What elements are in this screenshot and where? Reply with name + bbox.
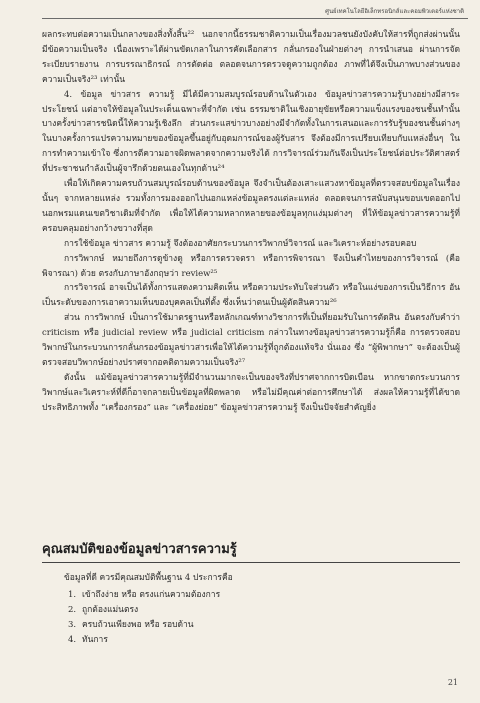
list-item-label: ทันการ (82, 634, 108, 645)
paragraph-item-4: 4. ข้อมูล ข่าวสาร ความรู้ มีได้มีความสมบูรณ์รอบด้านในตัวเอง ข้อมูลข่าวสารความรู้บางอย่างมีสาระประโยชน์ แต่อาจให้ข้อมูลในประเด็นเฉพาะที่จำกัด เช่น ธรรมชาติในเชิงอายุขัยหรือความแข็งแรงของชนชั้นทำนั้น บางครั้งข่าวสารชนิดนี้ให้ความรู้เชิงลึก ส่วนกระแสข่าวบางอย่างมีจำกัดทั้งในการเสนอและการรับรู้ของชนชั้นต่างๆ ในบางครั้งการแปรความหมายของข้อมูลขึ้นอยู่กับอุดมการณ์ของผู้รับสาร จึงต้องมีการเปรียบเทียบกับแหล่งอื่นๆ ในการทำความเข้าใจ ซึ่งการตีความอาจผิดพลาดจากความจริงได้ การวิจารณ์ร่วมกันจึงเป็นประโยชน์ต่อประวัติศาสตร์ที่ประชาชนกำลังเป็นผู้จารึกด้วยตนเองในทุกด้าน²⁴ (42, 89, 460, 175)
paragraph-criticism-definition: การวิจารณ์ อาจเป็นได้ทั้งการแสดงความคิดเห็น หรือความประทับใจส่วนตัว หรือในแง่ของการเป็นวิธีการ อันเป็นระดับของการเอาความเห็นของบุคคลเป็นที่ตั้ง ซึ่งเห็นว่าตนเป็นผู้ตัดสินความ²⁶ (42, 283, 460, 309)
body-text (42, 28, 460, 416)
list-item-number: 3. (68, 619, 77, 630)
paragraph-critique-definition: การวิพากษ์ หมายถึงการดูข้างดู หรือการตรวจตรา หรือการพิจารณา จึงเป็นคำไทยของการวิจารณ์ (คือพิจารณา) ด้วย ตรงกับภาษาอังกฤษว่า review²⁵ (42, 253, 460, 279)
list-item-number: 4. (68, 634, 77, 645)
paragraph-use-of-information: การใช้ข้อมูล ข่าวสาร ความรู้ จึงต้องอาศัยกระบวนการวิพากษ์วิจารณ์ และวิเคราะห์อย่างรอบคอบ (64, 238, 417, 249)
paragraph-judicial-criticism: ส่วน การวิพากษ์ เป็นการใช้มาตรฐานหรือหลักเกณฑ์ทางวิชาการที่เป็นที่ยอมรับในการตัดสิน อันตรงกับคำว่า criticism หรือ judicial review หรือ judicial criticism กล่าวในทางข้อมูลข่าวสารความรู้ก็คือ การตรวจสอบวิพากษ์ในกระบวนการกลั่นกรองข้อมูลข่าวสารเพื่อให้ได้ความรู้ที่ถูกต้องแท้จริง นั่นเอง ซึ่ง “ผู้พิพากษา” จะต้องเป็นผู้ตรวจสอบวิพากษ์อย่างปราศจากอคติตามความเป็นจริง²⁷ (42, 313, 460, 368)
qualities-list (42, 588, 460, 648)
page-number: 21 (447, 678, 458, 687)
list-item (68, 633, 460, 648)
running-header (42, 8, 468, 19)
running-header-title: ศูนย์เทคโนโลยีอิเล็กทรอนิกส์และคอมพิวเตอร์แห่งชาติ (325, 8, 464, 15)
qualities-section (42, 538, 460, 648)
list-item (68, 588, 460, 603)
list-item (68, 603, 460, 618)
list-item-label: เข้าถึงง่าย หรือ ตรงแก่นความต้องการ (82, 589, 221, 600)
paragraph-1: ผลกระทบต่อความเป็นกลางของสิ่งทั้งสิ้น²² นอกจากนี้ธรรมชาติความเป็นเรื่องมวลชนยังบังคับให้สารที่ถูกส่งผ่านนั้นมีข้อความเป็นจริง เนื่องเพราะได้ผ่านขัดเกลาในการคัดเลือกสาร กลั่นกรองในฝ่ายต่างๆ การนำเสนอ ผ่านการจัดระเบียบรายงาน การบรรณาธิกรณ์ การตัดต่อ ตลอดจนการตรวจดูความถูกต้อง ภาพที่ได้จึงเป็นภาพบางส่วนของความเป็นจริง²³ เท่านั้น (42, 30, 460, 85)
list-item-label: ครบถ้วนเพียงพอ หรือ รอบด้าน (82, 619, 194, 630)
list-item-label: ถูกต้องแม่นตรง (82, 604, 139, 615)
list-item-number: 1. (68, 589, 77, 600)
paragraph-conclusion: ดังนั้น แม้ข้อมูลข่าวสารความรู้ที่มีจำนวนมากจะเป็นของจริงที่ปราศจากการบิดเบือน หากขาดกระบวนการวิพากษ์และวิเคราะห์ที่ดีก็อาจกลายเป็นข้อมูลที่ผิดพลาด หรือไม่มีคุณค่าต่อการศึกษาได้ ส่งผลให้ความรู้ที่ได้ขาดประสิทธิภาพทั้ง “เครื่องกรอง” และ “เครื่องย่อย” ข้อมูลข่าวสารความรู้ จึงเป็นปัจจัยสำคัญยิ่ง (42, 372, 460, 413)
section-intro: ข้อมูลที่ดี ควรมีคุณสมบัติพื้นฐาน 4 ประการคือ (64, 573, 233, 583)
section-heading: คุณสมบัติของข้อมูลข่าวสารความรู้ (42, 538, 460, 563)
list-item (68, 618, 460, 633)
paragraph-completeness: เพื่อให้เกิดความครบถ้วนสมบูรณ์รอบด้านของข้อมูล จึงจำเป็นต้องเสาะแสวงหาข้อมูลที่ตรวจสอบข้อมูลในเรื่องนั้นๆ จากหลายแหล่ง รวมทั้งการมองออกไปนอกแหล่งข้อมูลตรงแต่ละแหล่ง ตลอดจนการสนับสนุนขอบเขตออกไปนอกพรมแดนเขตวิชาเดิมที่จำกัด เพื่อให้ได้ความหลากหลายของข้อมูลทุกแง่มุมต่างๆ ที่ให้ข้อมูลข่าวสารความรู้ที่ครอบคลุมอย่างกว้างขวางที่สุด (42, 179, 460, 234)
list-item-number: 2. (68, 604, 77, 615)
